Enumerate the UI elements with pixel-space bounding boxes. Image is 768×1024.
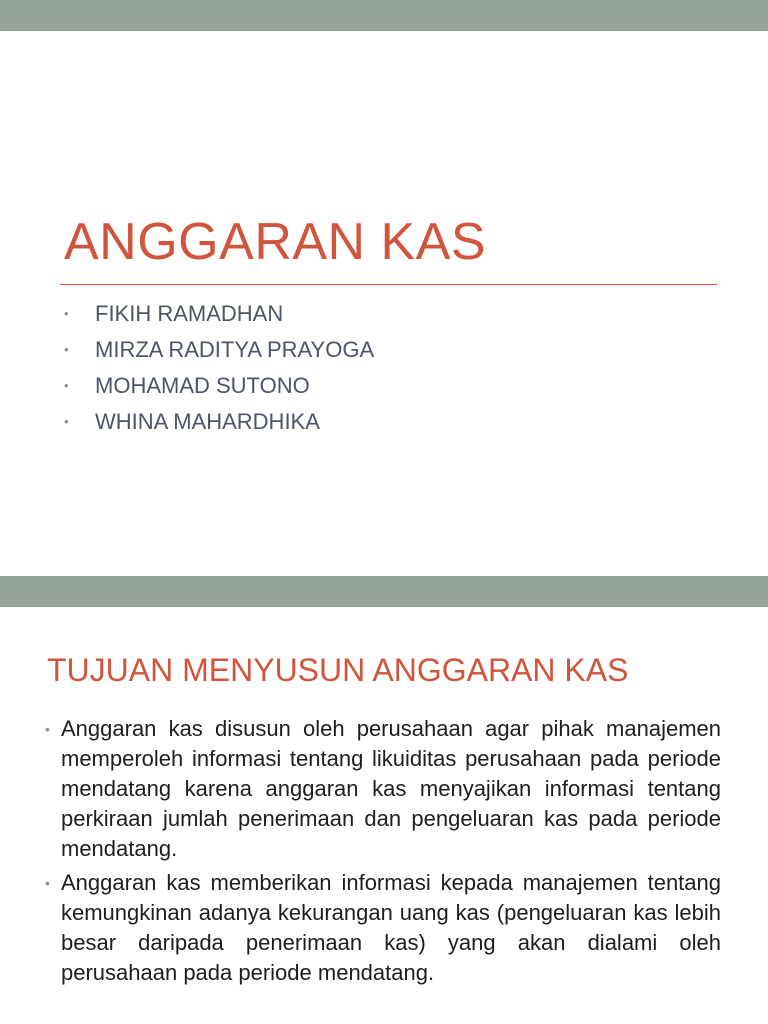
slide-title: ANGGARAN KAS [64, 213, 487, 271]
author-item: • FIKIH RAMADHAN [64, 298, 374, 334]
bullet-point: • Anggaran kas memberikan informasi kepada manajemen tentang kemungkinan adanya kekurangan uang kas (pengeluaran kas lebih besar daripada penerimaan kas) yang akan dialami oleh perusahaan pada periode mendatang. [44, 868, 721, 988]
top-bar [0, 576, 768, 607]
author-item: • WHINA MAHARDHIKA [64, 406, 374, 442]
bullet-point: • Anggaran kas disusun oleh perusahaan agar pihak manajemen memperoleh informasi tentang likuiditas perusahaan pada periode mendatang karena anggaran kas menyajikan informasi tentang perkiraan jumlah penerimaan dan pengeluaran kas pada periode mendatang. [44, 714, 721, 864]
section-title: TUJUAN MENYUSUN ANGGARAN KAS [47, 652, 629, 688]
bullet-list [44, 714, 721, 992]
author-item: • MIRZA RADITYA PRAYOGA [64, 334, 374, 370]
author-list [64, 298, 374, 442]
title-divider [60, 284, 717, 285]
author-item: • MOHAMAD SUTONO [64, 370, 374, 406]
slide-2 [0, 576, 768, 1024]
top-bar [0, 0, 768, 31]
